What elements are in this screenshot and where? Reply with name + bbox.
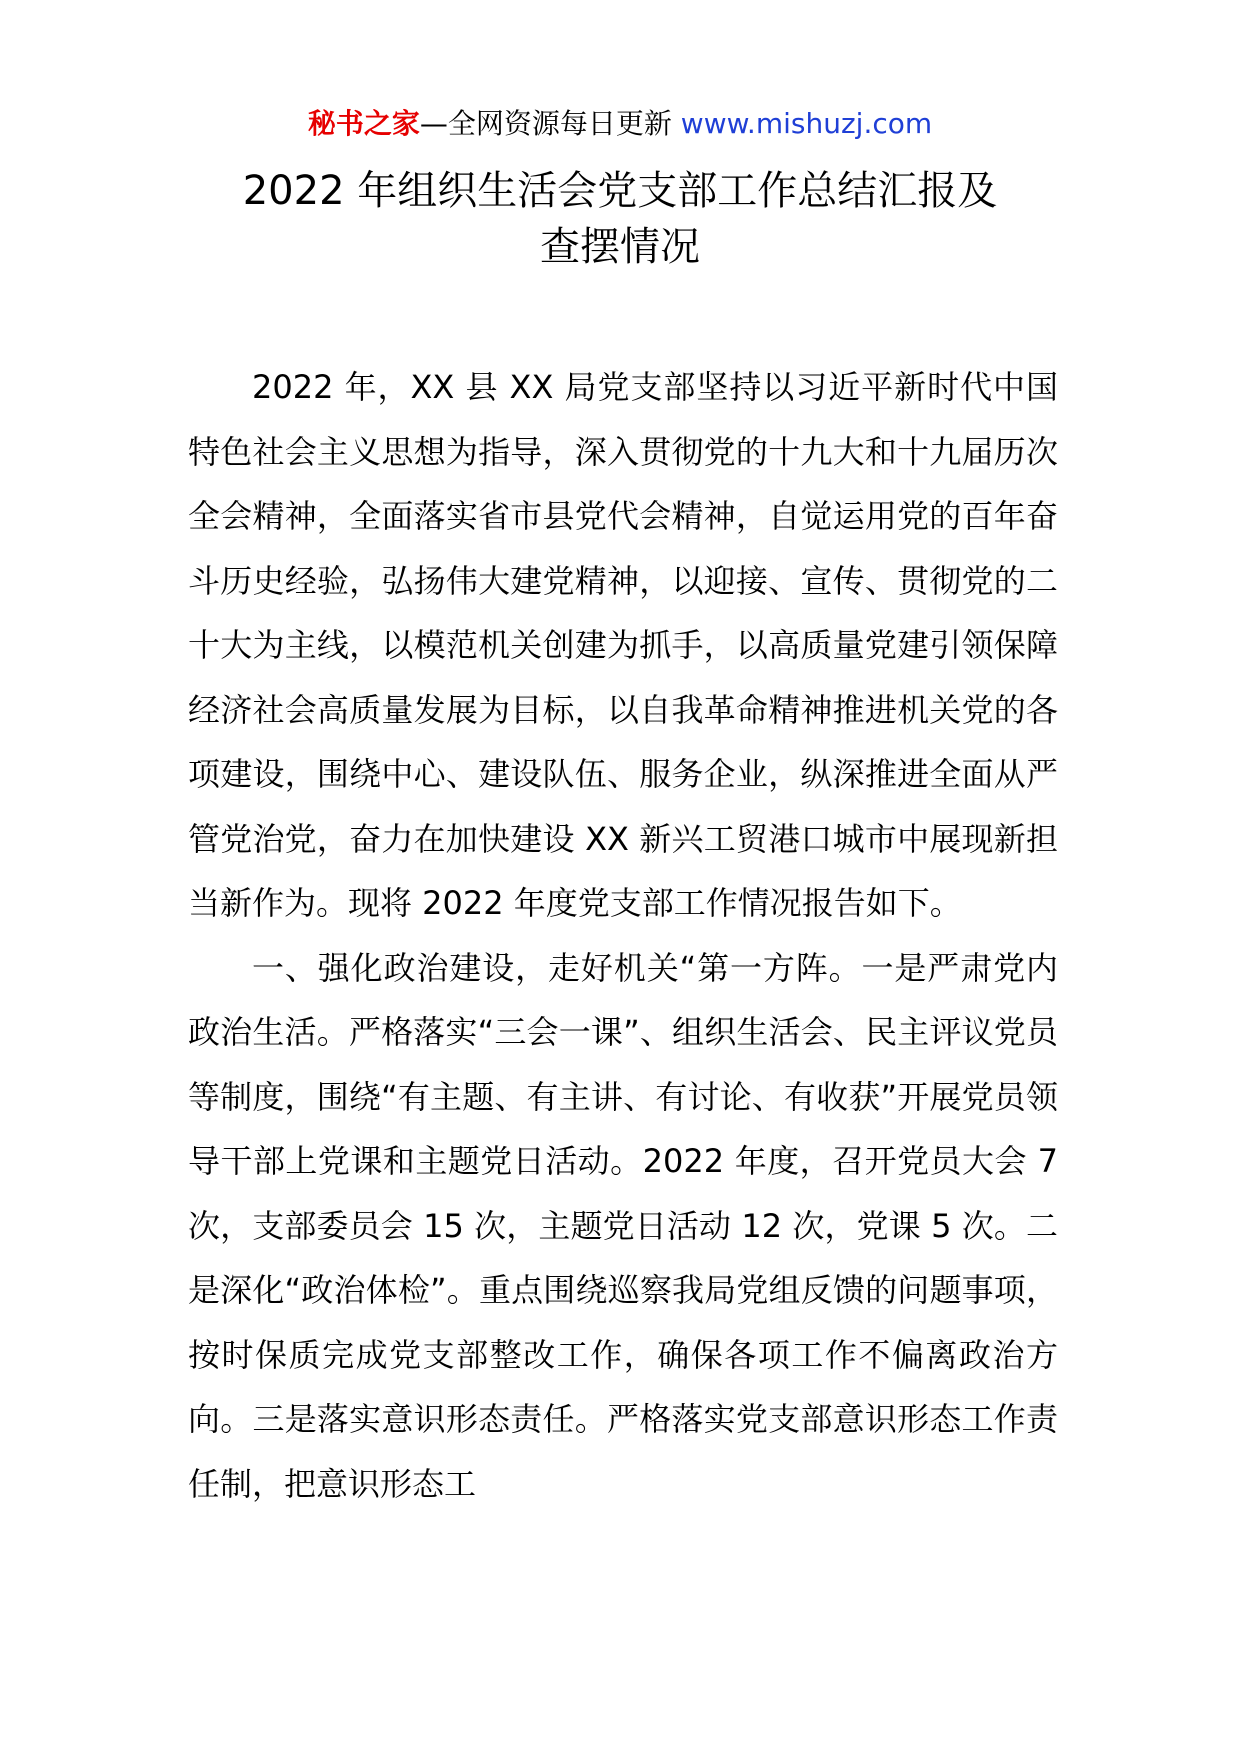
title-line-2: 查摆情况: [540, 224, 700, 270]
brand-name: 秘书之家: [307, 107, 420, 140]
header-tagline: —全网资源每日更新: [419, 107, 672, 140]
document-body: [188, 355, 1058, 1516]
body-paragraph-1: 2022 年，XX 县 XX 局党支部坚持以习近平新时代中国特色社会主义思想为指导，深入贯彻党的十九大和十九届历次全会精神，全面落实省市县党代会精神，自觉运用党的百年奋斗历史经验，弘扬伟大建党精神，以迎接、宣传、贯彻党的二十大为主线，以模范机关创建为抓手，以高质量党建引领保障经济社会高质量发展为目标，以自我革命精神推进机关党的各项建设，围绕中心、建设队伍、服务企业，纵深推进全面从严管党治党，奋力在加快建设 XX 新兴工贸港口城市中展现新担当新作为。现将 2022 年度党支部工作情况报告如下。: [188, 368, 1058, 922]
document-title: [150, 163, 1090, 275]
site-header: [0, 104, 1240, 144]
title-line-1: 2022 年组织生活会党支部工作总结汇报及: [242, 168, 998, 214]
body-paragraph-2: 一、强化政治建设，走好机关“第一方阵。一是严肃党内政治生活。严格落实“三会一课”、组织生活会、民主评议党员等制度，围绕“有主题、有主讲、有讨论、有收获”开展党员领导干部上党课和主题党日活动。2022 年度，召开党员大会 7 次，支部委员会 15 次，主题党日活动 12 次，党课 5 次。二是深化“政治体检”。重点围绕巡察我局党组反馈的问题事项，按时保质完成党支部整改工作，确保各项工作不偏离政治方向。三是落实意识形态责任。严格落实党支部意识形态工作责任制，把意识形态工: [188, 948, 1058, 1503]
site-url-link[interactable]: www.mishuzj.com: [680, 107, 933, 140]
